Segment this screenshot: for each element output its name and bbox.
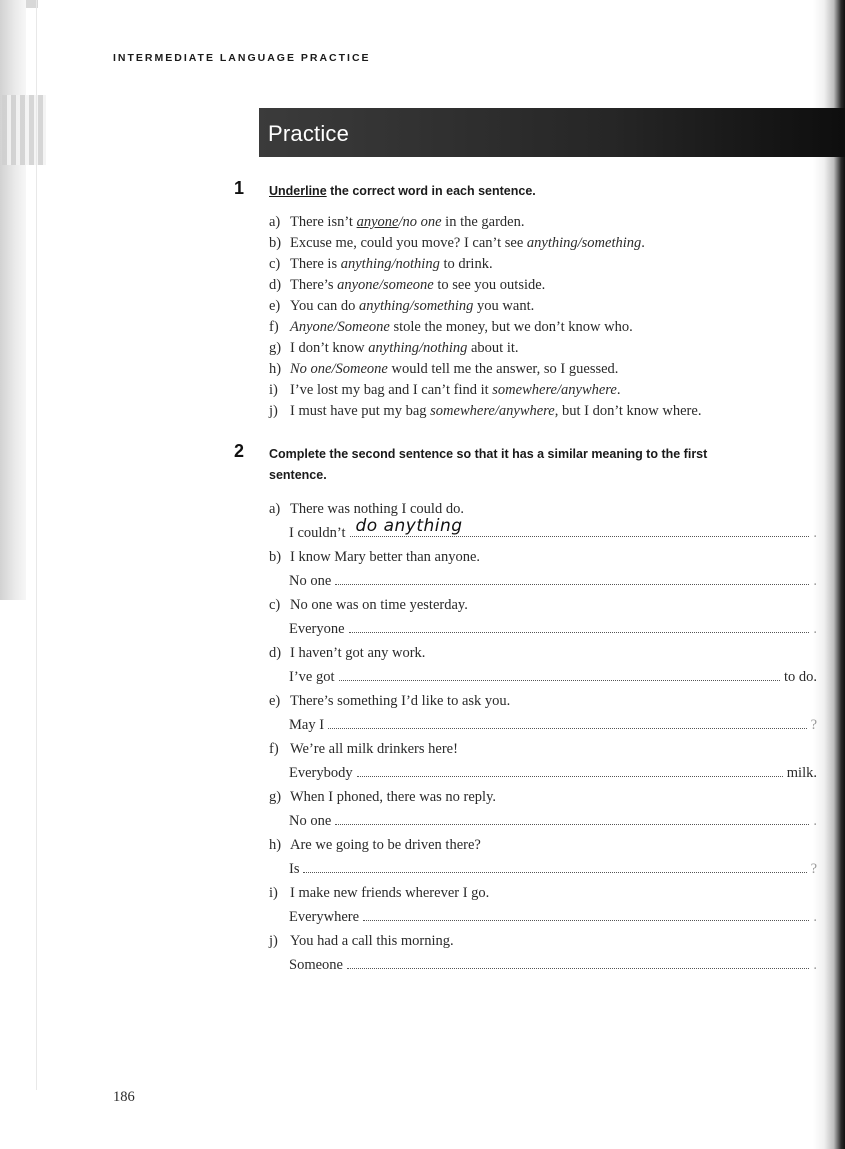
exercise-2-instruction-line2: sentence. <box>269 468 327 482</box>
second-sentence-end: . <box>813 525 817 541</box>
exercise-1-item-b <box>269 235 645 252</box>
first-sentence: There was nothing I could do. <box>290 501 464 517</box>
item-letter: h) <box>269 837 282 853</box>
item-text-after: to drink. <box>439 256 493 272</box>
answer-blank[interactable] <box>363 919 809 921</box>
item-text-before: I don’t know <box>290 340 369 356</box>
second-sentence-start: Is <box>289 861 300 877</box>
item-text-before: I’ve lost my bag and I can’t find it <box>290 382 493 398</box>
first-sentence: I know Mary better than anyone. <box>290 549 481 565</box>
item-letter: g) <box>269 340 282 356</box>
first-sentence: You had a call this morning. <box>290 933 454 949</box>
choice-options[interactable]: anything/something <box>359 298 474 314</box>
second-sentence-start: No one <box>289 813 332 829</box>
exercise-2-item-c-answer-line <box>289 621 817 638</box>
exercise-2-item-i-sentence <box>269 885 489 902</box>
running-head: INTERMEDIATE LANGUAGE PRACTICE <box>113 52 371 64</box>
choice-options[interactable]: anything/nothing <box>340 256 440 272</box>
exercise-1-item-a <box>269 214 525 231</box>
item-text-before: I must have put my bag <box>290 403 431 419</box>
item-letter: a) <box>269 501 281 517</box>
item-text-after: . <box>616 382 621 398</box>
section-title: Practice <box>268 121 350 146</box>
exercise-2-item-b-answer-line <box>289 573 817 590</box>
exercise-1-number: 1 <box>234 178 245 198</box>
item-letter: i) <box>269 885 278 901</box>
item-text-before: Excuse me, could you move? I can’t see <box>290 235 527 251</box>
answer-blank[interactable] <box>339 679 780 681</box>
exercise-1-item-i <box>269 382 620 399</box>
exercise-2-item-h-answer-line <box>289 861 817 878</box>
choice-separator: / <box>398 214 403 230</box>
exercise-1-item-g <box>269 340 519 357</box>
second-sentence-start: Everywhere <box>289 909 360 925</box>
choice-options[interactable]: anyone/someone <box>337 277 434 293</box>
exercise-1-item-h <box>269 361 618 378</box>
answer-blank[interactable] <box>328 727 807 729</box>
scan-shadow-right <box>810 0 845 1149</box>
item-text-before: There is <box>290 256 341 272</box>
choice-options[interactable]: somewhere/anywhere <box>492 382 617 398</box>
item-text-after: stole the money, but we don’t know who. <box>389 319 633 335</box>
exercise-2-item-f-sentence <box>269 741 458 758</box>
first-sentence: No one was on time yesterday. <box>290 597 468 613</box>
item-letter: j) <box>269 933 278 949</box>
answer-blank[interactable] <box>350 516 810 537</box>
exercise-2-item-g-answer-line <box>289 813 817 830</box>
second-sentence-start: I’ve got <box>289 669 335 685</box>
item-text-after: you want. <box>473 298 535 314</box>
item-letter: f) <box>269 319 279 335</box>
item-letter: e) <box>269 693 281 709</box>
second-sentence-end: to do. <box>783 669 817 685</box>
scan-binding-marks <box>2 95 46 165</box>
second-sentence-end: . <box>813 621 817 637</box>
first-sentence: I make new friends wherever I go. <box>290 885 490 901</box>
first-sentence: We’re all milk drinkers here! <box>290 741 458 757</box>
scan-shadow-left <box>0 0 26 600</box>
choice-options[interactable]: No one/Someone <box>290 361 388 377</box>
second-sentence-end: milk. <box>786 765 817 781</box>
first-sentence: There’s something I’d like to ask you. <box>290 693 511 709</box>
answer-blank[interactable] <box>303 871 806 873</box>
answer-blank[interactable] <box>335 823 809 825</box>
exercise-2-item-d-sentence <box>269 645 425 662</box>
answer-blank[interactable] <box>349 631 810 633</box>
item-letter: b) <box>269 549 282 565</box>
second-sentence-start: May I <box>289 717 325 733</box>
item-text-after: , but I don’t know where. <box>554 403 702 419</box>
instruction-underline-word: Underline <box>269 184 327 198</box>
item-letter: g) <box>269 789 282 805</box>
first-sentence: When I phoned, there was no reply. <box>290 789 497 805</box>
second-sentence-start: Everybody <box>289 765 353 781</box>
item-letter: c) <box>269 256 281 272</box>
choice-option[interactable]: no one <box>402 214 442 230</box>
choice-options[interactable]: somewhere/anywhere <box>430 403 555 419</box>
exercise-1-item-e <box>269 298 534 315</box>
item-text-before: There’s <box>290 277 338 293</box>
item-text-after: about it. <box>467 340 519 356</box>
item-text-after: would tell me the answer, so I guessed. <box>387 361 619 377</box>
choice-options[interactable]: anything/something <box>526 235 642 251</box>
exercise-1-instruction <box>269 181 536 202</box>
item-text-after: to see you outside. <box>433 277 546 293</box>
item-letter: f) <box>269 741 279 757</box>
item-text-after: in the garden. <box>441 214 525 230</box>
answer-blank[interactable] <box>335 583 809 585</box>
item-letter: i) <box>269 382 278 398</box>
exercise-2-item-a-answer-line <box>289 516 817 542</box>
page-number: 186 <box>113 1089 135 1105</box>
second-sentence-start: Everyone <box>289 621 345 637</box>
exercise-2-item-e-answer-line <box>289 717 817 734</box>
exercise-1-item-d <box>269 277 545 294</box>
exercise-2-item-c-sentence <box>269 597 468 614</box>
instruction-rest: the correct word in each sentence. <box>326 184 536 198</box>
item-letter: b) <box>269 235 282 251</box>
second-sentence-end: ? <box>810 717 817 733</box>
item-letter: d) <box>269 277 282 293</box>
handwritten-answer: do anything <box>355 516 463 536</box>
first-sentence: Are we going to be driven there? <box>290 837 481 853</box>
exercise-2-item-d-answer-line <box>289 669 817 686</box>
item-letter: h) <box>269 361 282 377</box>
item-letter: d) <box>269 645 282 661</box>
item-letter: a) <box>269 214 281 230</box>
second-sentence-end: ? <box>810 861 817 877</box>
answer-blank[interactable] <box>357 775 783 777</box>
item-text-after: . <box>641 235 645 251</box>
item-letter: e) <box>269 298 281 314</box>
choice-options[interactable]: Anyone/Someone <box>290 319 390 335</box>
second-sentence-end: . <box>813 813 817 829</box>
exercise-2-item-h-sentence <box>269 837 481 854</box>
exercise-2-item-e-sentence <box>269 693 510 710</box>
item-letter: j) <box>269 403 278 419</box>
exercise-2-number: 2 <box>234 441 245 461</box>
second-sentence-start: Someone <box>289 957 343 973</box>
item-letter: c) <box>269 597 281 613</box>
exercise-1-item-f <box>269 319 633 336</box>
second-sentence-start: I couldn’t <box>289 525 346 541</box>
exercise-1-item-c <box>269 256 493 273</box>
answer-blank[interactable] <box>347 967 809 969</box>
underlined-choice[interactable]: anyone <box>356 214 399 230</box>
item-text-before: You can do <box>290 298 360 314</box>
choice-options[interactable]: anything/nothing <box>368 340 468 356</box>
second-sentence-start: No one <box>289 573 332 589</box>
exercise-2-item-b-sentence <box>269 549 480 566</box>
exercise-2-item-g-sentence <box>269 789 496 806</box>
second-sentence-end: . <box>813 957 817 973</box>
exercise-2-instruction-line1: Complete the second sentence so that it has a similar meaning to the first <box>269 447 708 461</box>
exercise-2-item-i-answer-line <box>289 909 817 926</box>
scan-fold-line <box>36 0 37 1090</box>
second-sentence-end: . <box>813 573 817 589</box>
exercise-2-item-f-answer-line <box>289 765 817 782</box>
second-sentence-end: . <box>813 909 817 925</box>
exercise-2-item-j-sentence <box>269 933 454 950</box>
first-sentence: I haven’t got any work. <box>290 645 426 661</box>
exercise-1-item-j <box>269 403 701 420</box>
exercise-2-item-j-answer-line <box>289 957 817 974</box>
item-text-before: There isn’t <box>290 214 357 230</box>
